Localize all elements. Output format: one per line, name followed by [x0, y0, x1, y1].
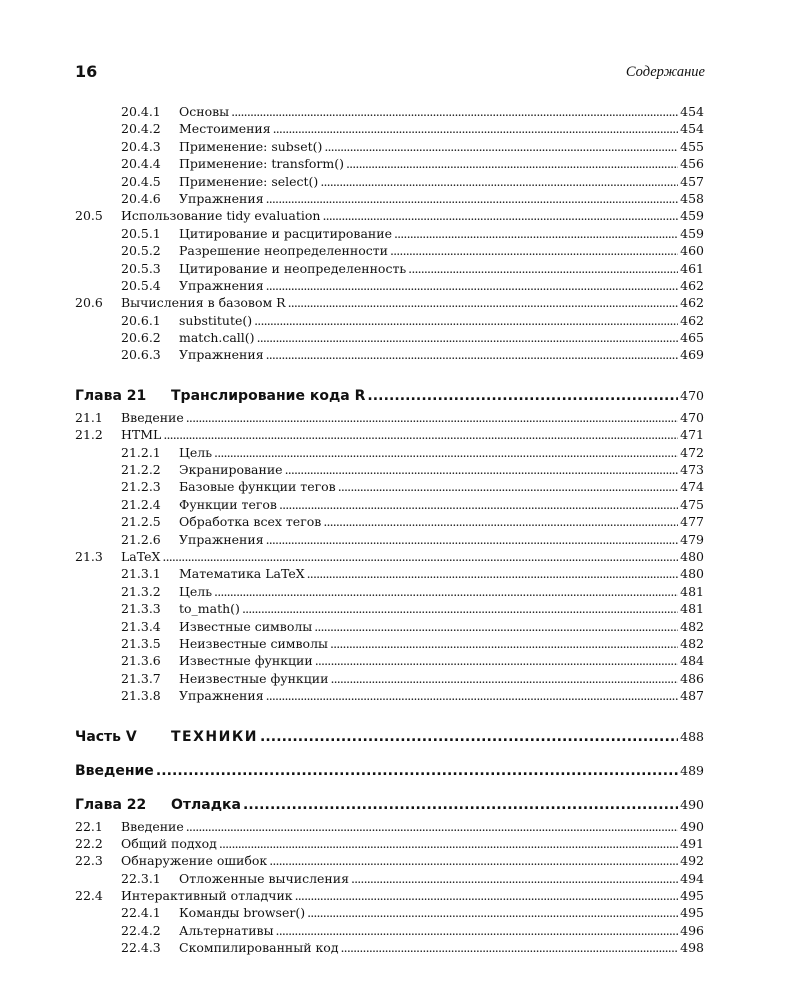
dot-leader: [276, 922, 679, 939]
toc-entry-number: 21.2.5: [121, 514, 161, 530]
toc-entry-number: 20.5.3: [121, 260, 161, 276]
toc-entry-number: 21.3: [75, 548, 103, 564]
toc-entry-number: 20.5.1: [121, 225, 161, 241]
dot-leader: [214, 583, 678, 600]
dot-leader: [266, 687, 679, 704]
dot-leader: [219, 835, 678, 852]
toc-entry-title: Упражнения: [179, 531, 264, 547]
dot-leader: [307, 565, 678, 582]
toc-entry-page: 457: [680, 173, 704, 189]
toc-subsection-row[interactable]: [75, 312, 704, 329]
toc-entry-page: 489: [680, 762, 704, 778]
toc-entry-page: 491: [680, 835, 704, 851]
toc-entry-page: 484: [680, 653, 704, 669]
toc-entry-number: 21.2.1: [121, 444, 161, 460]
toc-subsection-row[interactable]: [75, 461, 704, 478]
dot-leader: [330, 670, 678, 687]
running-title: Содержание: [625, 64, 705, 80]
toc-entry-number: 20.4.5: [121, 173, 161, 189]
toc-subsection-row[interactable]: [75, 120, 704, 137]
toc-entry-page: 494: [680, 870, 704, 886]
toc-entry-title: Базовые функции тегов: [179, 479, 336, 495]
toc-entry-page: 459: [680, 208, 704, 224]
toc-entry-page: 458: [680, 190, 704, 206]
toc-entry-page: 481: [680, 583, 704, 599]
toc-entry-title: Упражнения: [179, 347, 264, 363]
toc-entry-number: 22.2: [75, 835, 103, 851]
toc-entry-number: 21.2.3: [121, 479, 161, 495]
toc-heading-row[interactable]: [75, 760, 704, 781]
toc-entry-number: 22.4.1: [121, 905, 161, 921]
toc-subsection-row[interactable]: [75, 922, 704, 939]
toc-entry-page: 454: [680, 104, 704, 119]
toc-entry-page: 482: [680, 618, 704, 634]
toc-entry-number: 21.2.6: [121, 531, 161, 547]
toc-heading-row[interactable]: [75, 794, 704, 815]
toc-subsection-row[interactable]: [75, 277, 704, 294]
toc-entry-page: 490: [680, 796, 704, 812]
toc-subsection-row[interactable]: [75, 478, 704, 495]
toc-entry-page: 460: [680, 243, 704, 259]
toc-entry-page: 477: [680, 514, 704, 530]
toc-subsection-row[interactable]: [75, 652, 704, 669]
toc-subsection-row[interactable]: [75, 565, 704, 582]
toc-entry-page: 479: [680, 531, 704, 547]
toc-entry-title: match.call(): [179, 330, 255, 346]
toc-entry-number: Глава 22: [75, 796, 147, 813]
toc-entry-page: 470: [680, 409, 704, 425]
toc-entry-page: 470: [680, 387, 704, 403]
dot-leader: [295, 887, 679, 904]
toc-entry-number: 21.3.7: [121, 670, 161, 686]
toc-subsection-row[interactable]: [75, 904, 704, 921]
toc-entry-number: 22.3.1: [121, 870, 161, 886]
toc-spacer: [75, 364, 704, 385]
toc-entry-title: Местоимения: [179, 121, 271, 137]
toc-entry-page: 469: [680, 347, 704, 363]
toc-entry-page: 492: [680, 853, 704, 869]
toc-entry-title: Альтернативы: [179, 922, 274, 938]
toc-subsection-row[interactable]: [75, 513, 704, 530]
dot-leader: [346, 155, 678, 172]
toc-subsection-row[interactable]: [75, 444, 704, 461]
toc-entry-page: 462: [680, 295, 704, 311]
toc-subsection-row[interactable]: [75, 260, 704, 277]
toc-entry-title: Транслирование кода R: [171, 387, 366, 404]
toc-entry-title: Математика LaTeX: [179, 566, 305, 582]
toc-entry-number: 20.5.2: [121, 243, 161, 259]
dot-leader: [390, 242, 678, 259]
dot-leader: [269, 852, 678, 869]
toc-entry-page: 459: [680, 225, 704, 241]
dot-leader: [243, 795, 678, 816]
toc-entry-page: 454: [680, 121, 704, 137]
toc-entry-title: Разрешение неопределенности: [179, 243, 388, 259]
toc-entry-title: Упражнения: [179, 688, 264, 704]
toc-entry-page: 455: [680, 138, 704, 154]
dot-leader: [324, 138, 678, 155]
toc-entry-title: Неизвестные символы: [179, 635, 328, 651]
toc-subsection-row[interactable]: [75, 190, 704, 207]
dot-leader: [351, 870, 678, 887]
toc-entry-page: 473: [680, 462, 704, 478]
toc-entry-number: 20.4.6: [121, 190, 161, 206]
toc-subsection-row[interactable]: [75, 173, 704, 190]
toc-entry-number: 20.6.1: [121, 312, 161, 328]
toc-subsection-row[interactable]: [75, 346, 704, 363]
toc-subsection-row[interactable]: [75, 225, 704, 242]
toc-subsection-row[interactable]: [75, 155, 704, 172]
toc-section-row[interactable]: [75, 818, 704, 835]
toc-entry-number: Глава 21: [75, 387, 147, 404]
dot-leader: [186, 409, 678, 426]
dot-leader: [322, 207, 678, 224]
toc-entry-title: Интерактивный отладчик: [121, 888, 293, 904]
toc-entry-title: Обработка всех тегов: [179, 514, 322, 530]
dot-leader: [266, 531, 679, 548]
toc-subsection-row[interactable]: [75, 531, 704, 548]
toc-entry-title: Известные функции: [179, 653, 313, 669]
dot-leader: [266, 190, 679, 207]
dot-leader: [254, 312, 678, 329]
toc-entry-title: Применение: subset(): [179, 138, 323, 154]
dot-leader: [273, 120, 679, 137]
toc-entry-number: 21.3.4: [121, 618, 161, 634]
toc-entry-title: Введение: [121, 818, 184, 834]
toc-entry-page: 474: [680, 479, 704, 495]
table-of-contents: [75, 103, 704, 957]
toc-entry-page: 487: [680, 688, 704, 704]
toc-entry-page: 486: [680, 670, 704, 686]
toc-subsection-row[interactable]: [75, 103, 704, 120]
toc-entry-number: 22.4.2: [121, 922, 161, 938]
toc-entry-title: Введение: [121, 409, 184, 425]
toc-entry-title: Неизвестные функции: [179, 670, 329, 686]
toc-entry-number: 21.1: [75, 409, 103, 425]
toc-entry-title: Отладка: [171, 796, 241, 813]
toc-entry-number: 20.6: [75, 295, 103, 311]
dot-leader: [260, 727, 678, 748]
toc-entry-title: Использование tidy evaluation: [121, 208, 321, 224]
toc-entry-title: Известные символы: [179, 618, 313, 634]
toc-entry-number: 22.4: [75, 888, 103, 904]
toc-entry-page: 461: [680, 260, 704, 276]
toc-section-row[interactable]: [75, 426, 704, 443]
toc-entry-title: Скомпилированный код: [179, 940, 339, 956]
dot-leader: [214, 444, 678, 461]
toc-entry-page: 462: [680, 277, 704, 293]
toc-entry-page: 480: [680, 566, 704, 582]
dot-leader: [266, 346, 679, 363]
toc-entry-page: 465: [680, 330, 704, 346]
toc-subsection-row[interactable]: [75, 496, 704, 513]
toc-entry-page: 481: [680, 601, 704, 617]
toc-section-row[interactable]: [75, 887, 704, 904]
toc-entry-page: 472: [680, 444, 704, 460]
toc-entry-page: 471: [680, 427, 704, 443]
toc-entry-title: Функции тегов: [179, 496, 277, 512]
toc-entry-title: Основы: [179, 104, 230, 119]
toc-heading-row[interactable]: [75, 726, 704, 747]
dot-leader: [341, 939, 679, 956]
toc-subsection-row[interactable]: [75, 670, 704, 687]
toc-entry-number: 22.4.3: [121, 940, 161, 956]
toc-entry-title: Цитирование и расцитирование: [179, 225, 392, 241]
toc-entry-page: 482: [680, 635, 704, 651]
dot-leader: [408, 260, 678, 277]
toc-entry-title: Экранирование: [179, 462, 283, 478]
toc-section-row[interactable]: [75, 852, 704, 869]
toc-entry-number: 21.2.4: [121, 496, 161, 512]
toc-entry-title: Вычисления в базовом R: [121, 295, 286, 311]
dot-leader: [314, 618, 678, 635]
toc-section-row[interactable]: [75, 409, 704, 426]
toc-entry-title: ТЕХНИКИ: [171, 728, 259, 745]
toc-spacer: [75, 705, 704, 726]
toc-entry-number: 20.4.4: [121, 156, 161, 172]
dot-leader: [367, 386, 678, 407]
dot-leader: [285, 461, 679, 478]
toc-subsection-row[interactable]: [75, 600, 704, 617]
dot-leader: [279, 496, 678, 513]
dot-leader: [315, 652, 678, 669]
toc-entry-title: Применение: transform(): [179, 156, 344, 172]
toc-entry-title: Введение: [75, 762, 154, 779]
toc-heading-row[interactable]: [75, 385, 704, 406]
toc-entry-number: 21.3.3: [121, 601, 161, 617]
toc-entry-number: 20.6.3: [121, 347, 161, 363]
toc-entry-number: 20.5: [75, 208, 103, 224]
toc-entry-number: 21.3.1: [121, 566, 161, 582]
toc-spacer: [75, 747, 704, 760]
toc-entry-number: 21.3.2: [121, 583, 161, 599]
dot-leader: [338, 478, 678, 495]
toc-spacer: [75, 781, 704, 794]
toc-entry-page: 462: [680, 312, 704, 328]
toc-entry-number: 21.3.6: [121, 653, 161, 669]
toc-subsection-row[interactable]: [75, 870, 704, 887]
toc-entry-title: Упражнения: [179, 190, 264, 206]
toc-entry-title: Упражнения: [179, 277, 264, 293]
toc-entry-title: Обнаружение ошибок: [121, 853, 268, 869]
toc-section-row[interactable]: [75, 835, 704, 852]
dot-leader: [242, 600, 678, 617]
toc-subsection-row[interactable]: [75, 939, 704, 956]
page-header: [75, 62, 705, 84]
dot-leader: [163, 426, 678, 443]
dot-leader: [257, 329, 679, 346]
toc-subsection-row[interactable]: [75, 329, 704, 346]
toc-entry-page: 456: [680, 156, 704, 172]
toc-subsection-row[interactable]: [75, 138, 704, 155]
toc-entry-title: Цель: [179, 583, 213, 599]
toc-entry-title: LaTeX: [121, 548, 161, 564]
dot-leader: [323, 513, 678, 530]
toc-entry-title: Общий подход: [121, 835, 217, 851]
dot-leader: [156, 761, 678, 782]
dot-leader: [162, 548, 678, 565]
toc-entry-number: 20.5.4: [121, 277, 161, 293]
dot-leader: [266, 277, 679, 294]
toc-entry-title: Цитирование и неопределенность: [179, 260, 407, 276]
toc-entry-number: 20.4.3: [121, 138, 161, 154]
toc-entry-number: 22.3: [75, 853, 103, 869]
dot-leader: [186, 818, 678, 835]
toc-entry-title: Команды browser(): [179, 905, 306, 921]
dot-leader: [288, 294, 679, 311]
toc-entry-page: 495: [680, 888, 704, 904]
dot-leader: [320, 173, 678, 190]
toc-entry-number: 21.2.2: [121, 462, 161, 478]
toc-section-row[interactable]: [75, 207, 704, 224]
toc-entry-title: Отложенные вычисления: [179, 870, 349, 886]
toc-entry-page: 488: [680, 728, 704, 744]
page-number: 16: [75, 62, 98, 81]
toc-entry-title: to_math(): [179, 601, 240, 617]
toc-entry-title: Применение: select(): [179, 173, 319, 189]
toc-section-row[interactable]: [75, 548, 704, 565]
toc-entry-page: 498: [680, 940, 704, 956]
dot-leader: [231, 103, 678, 120]
toc-entry-number: 22.1: [75, 818, 103, 834]
toc-entry-page: 490: [680, 818, 704, 834]
toc-entry-number: 20.6.2: [121, 330, 161, 346]
toc-entry-page: 475: [680, 496, 704, 512]
toc-entry-number: Часть V: [75, 728, 137, 745]
toc-subsection-row[interactable]: [75, 635, 704, 652]
toc-entry-number: 21.3.5: [121, 635, 161, 651]
toc-entry-number: 20.4.2: [121, 121, 161, 137]
toc-entry-number: 21.2: [75, 427, 103, 443]
toc-subsection-row[interactable]: [75, 242, 704, 259]
toc-entry-number: 21.3.8: [121, 688, 161, 704]
toc-entry-page: 480: [680, 548, 704, 564]
toc-subsection-row[interactable]: [75, 583, 704, 600]
dot-leader: [307, 904, 678, 921]
toc-entry-page: 495: [680, 905, 704, 921]
toc-entry-title: Цель: [179, 444, 213, 460]
toc-section-row[interactable]: [75, 294, 704, 311]
toc-entry-number: 20.4.1: [121, 104, 161, 119]
dot-leader: [394, 225, 678, 242]
dot-leader: [330, 635, 678, 652]
toc-entry-page: 496: [680, 922, 704, 938]
toc-subsection-row[interactable]: [75, 618, 704, 635]
toc-entry-title: substitute(): [179, 312, 253, 328]
toc-subsection-row[interactable]: [75, 687, 704, 704]
toc-entry-title: HTML: [121, 427, 162, 443]
